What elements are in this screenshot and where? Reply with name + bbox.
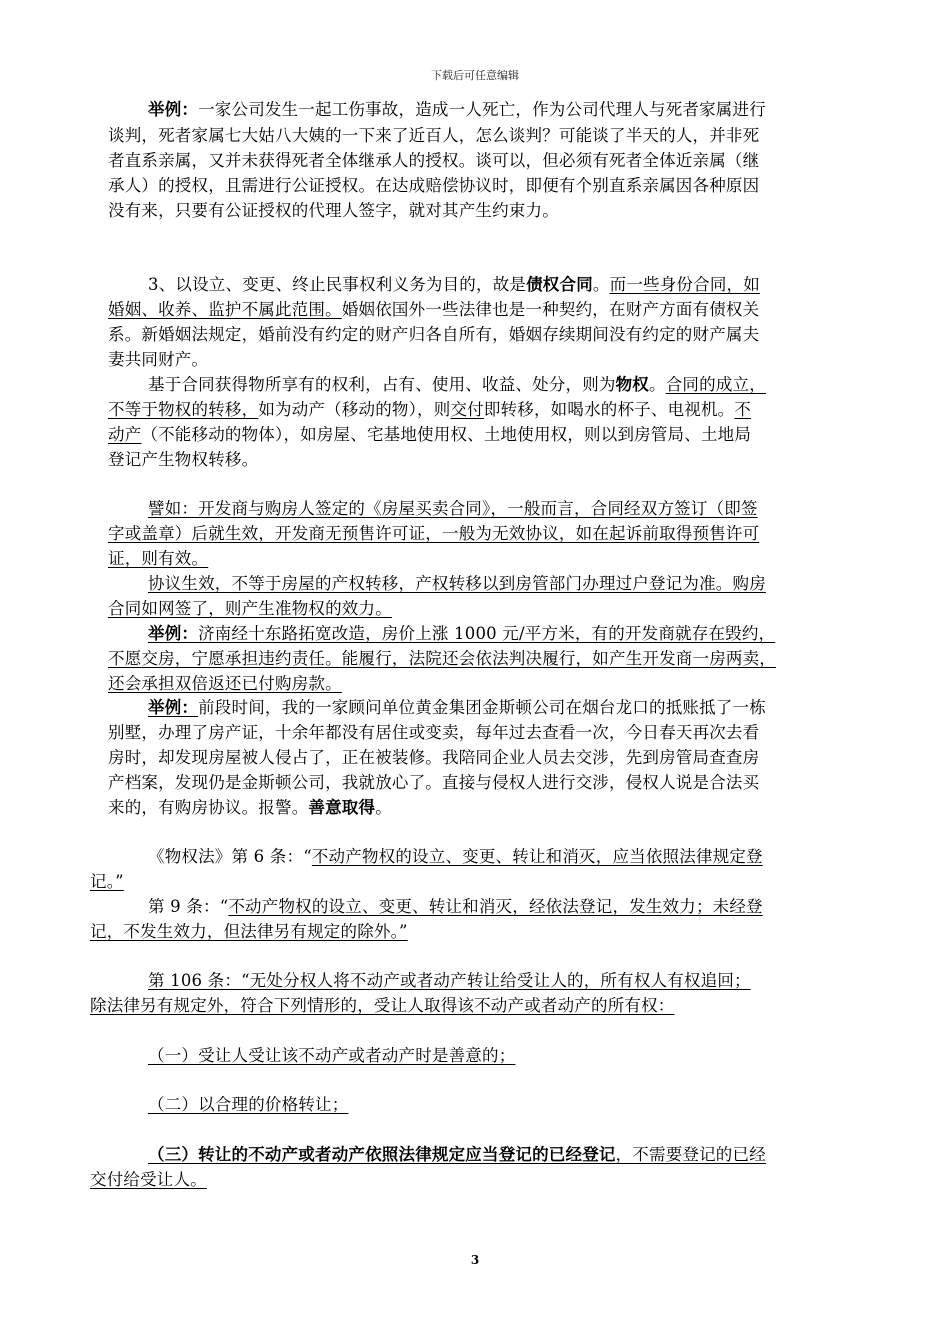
paragraph-3-line-2 <box>108 398 751 422</box>
underlined-text: 合同的成立， <box>665 375 766 394</box>
example-label: 举例： <box>148 698 199 717</box>
text: 前段时间，我的一家顾问单位黄金集团金斯顿公司在烟台龙口的抵账抵了一栋 <box>198 698 766 717</box>
underlined-text: 婚姻、收养、监护不属此范围。 <box>108 300 342 319</box>
text: 。 <box>649 375 666 394</box>
example-paragraph-6-line-3: 还会承担双倍返还已付购房款。 <box>108 674 342 693</box>
text: （不能移动的物体），如房屋、宅基地使用权、土地使用权，则以到房管局、土地局 <box>141 425 752 444</box>
paragraph-2-line-3: 系。新婚姻法规定，婚前没有约定的财产归各自所有，婚姻存续期间没有约定的财产属夫 <box>108 325 760 344</box>
text: 。 <box>592 275 610 294</box>
text: 婚姻依国外一些法律也是一种契约，在财产方面有债权关 <box>341 300 760 319</box>
underlined-text: 不等于物权的转移， <box>108 400 259 419</box>
bold-text: （三）转让的不动产或者动产依照法律规定应当登记的已经登记 <box>148 1145 616 1164</box>
condition-item-2: （二）以合理的价格转让； <box>148 1095 349 1114</box>
example-paragraph-7-line-5 <box>108 796 392 820</box>
paragraph-5-line-2: 合同如网签了，则产生准物权的效力。 <box>108 599 392 618</box>
law-article-9-line-2: 记，不发生效力，但法律另有规定的除外。” <box>90 922 408 941</box>
text: 济南经十东路拓宽改造，房价上涨 1000 元/平方米，有的开发商就存在毁约， <box>198 624 776 643</box>
paragraph-2-line-2 <box>108 298 759 322</box>
example-paragraph-6-line-1 <box>148 622 775 646</box>
paragraph-2-line-4: 妻共同财产。 <box>108 350 209 369</box>
law-article-6-line-1 <box>148 845 763 869</box>
example-paragraph-7-line-2: 别墅，办理了房产证，十余年都没有居住或变卖，每年过去查看一次，今日春天再次去看 <box>108 723 760 742</box>
underlined-text: 动产 <box>108 425 142 444</box>
text: “ <box>219 897 229 916</box>
bold-term: 债权合同 <box>526 275 593 294</box>
page-number: 3 <box>470 1253 480 1267</box>
example-label: 举例： <box>148 624 199 643</box>
bold-term: 善意取得 <box>308 798 376 817</box>
example-paragraph-1-line-4: 承人）的授权，且需进行公证授权。在达成赔偿协议时，即便有个别直系亲属因各种原因 <box>108 176 760 195</box>
example-paragraph-1-line-2: 谈判，死者家属七大姑八大姨的一下来了近百人，怎么谈判？可能谈了半天的人，并非死 <box>108 126 760 145</box>
underlined-text: 不动产物权的设立、变更、转让和消灭，应当依照法律规定登 <box>311 847 763 866</box>
paragraph-3-line-1 <box>148 373 766 397</box>
underlined-text: 不动产物权的设立、变更、转让和消灭，经依法登记，发生效力；未经登 <box>228 897 763 916</box>
example-paragraph-1-line-3: 者直系亲属，又并未获得死者全体继承人的授权。谈可以，但必须有死者全体近亲属（继 <box>108 151 760 170</box>
paragraph-5-line-1: 协议生效，不等于房屋的产权转移，产权转移以到房管部门办理过户登记为准。购房 <box>148 574 766 593</box>
text: 一家公司发生一起工伤事故，造成一人死亡，作为公司代理人与死者家属进行 <box>198 100 766 119</box>
condition-item-3-line-2: 交付给受让人。 <box>90 1170 207 1189</box>
example-paragraph-6-line-2: 不愿交房，宁愿承担违约责任。能履行，法院还会依法判决履行，如产生开发商一房两卖， <box>108 649 776 668</box>
example-paragraph-7-line-4: 产档案，发现仍是金斯顿公司，我就放心了。直接与侵权人进行交涉，侵权人说是合法买 <box>108 773 760 792</box>
paragraph-4-line-2: 字或盖章）后就生效，开发商无预售许可证，一般为无效协议，如在起诉前取得预售许可 <box>108 524 760 543</box>
paragraph-4-line-1: 譬如：开发商与购房人签定的《房屋买卖合同》，一般而言，合同经双方签订（即签 <box>148 499 758 518</box>
underlined-text: 交付 <box>450 400 484 419</box>
underlined-text: 不 <box>734 400 752 419</box>
underlined-text: 而一些身份合同，如 <box>609 275 760 294</box>
page-header: 下载后可任意编辑 <box>431 69 519 82</box>
example-paragraph-7-line-1 <box>148 696 766 720</box>
example-label: 举例： <box>148 100 199 119</box>
example-paragraph-1-line-5: 没有来，只要有公证授权的代理人签字，就对其产生约束力。 <box>108 201 559 220</box>
law-article-106-line-2: 除法律另有规定外，符合下列情形的，受让人取得该不动产或者动产的所有权： <box>90 996 675 1015</box>
law-article-6-line-2: 记。” <box>90 872 124 891</box>
bold-term: 物权 <box>615 375 650 394</box>
example-paragraph-1-line-1 <box>148 98 766 122</box>
text: 。 <box>375 798 392 817</box>
paragraph-3-line-3 <box>108 423 751 447</box>
paragraph-3-line-4: 登记产生物权转移。 <box>108 450 259 469</box>
text: 即转移，如喝水的杯子、电视机。 <box>483 400 735 419</box>
text: 第 9 条： <box>148 897 220 916</box>
text: 基于合同获得物所享有的权利，占有、使用、收益、处分，则为 <box>148 375 616 394</box>
text: 如为动产（移动的物），则 <box>258 400 451 419</box>
paragraph-4-line-3: 证，则有效。 <box>108 549 209 568</box>
text: 《物权法》第 6 条： <box>148 847 304 866</box>
law-article-9-line-1 <box>148 895 763 919</box>
text: “ <box>303 847 312 866</box>
condition-item-1: （一）受让人受让该不动产或者动产时是善意的； <box>148 1046 516 1065</box>
condition-item-3-line-1 <box>148 1143 766 1167</box>
text: ，不需要登记的已经 <box>615 1145 766 1164</box>
text: 3、以设立、变更、终止民事权利义务为目的，故是 <box>148 275 527 294</box>
example-paragraph-7-line-3: 房时，却发现房屋被人侵占了，正在被装修。我陪同企业人员去交涉，先到房管局查查房 <box>108 748 760 767</box>
paragraph-2-line-1 <box>148 273 760 297</box>
text: 来的，有购房协议。报警。 <box>108 798 309 817</box>
law-article-106-line-1: 第 106 条：“无处分权人将不动产或者动产转让给受让人的，所有权人有权追回； <box>148 971 751 990</box>
